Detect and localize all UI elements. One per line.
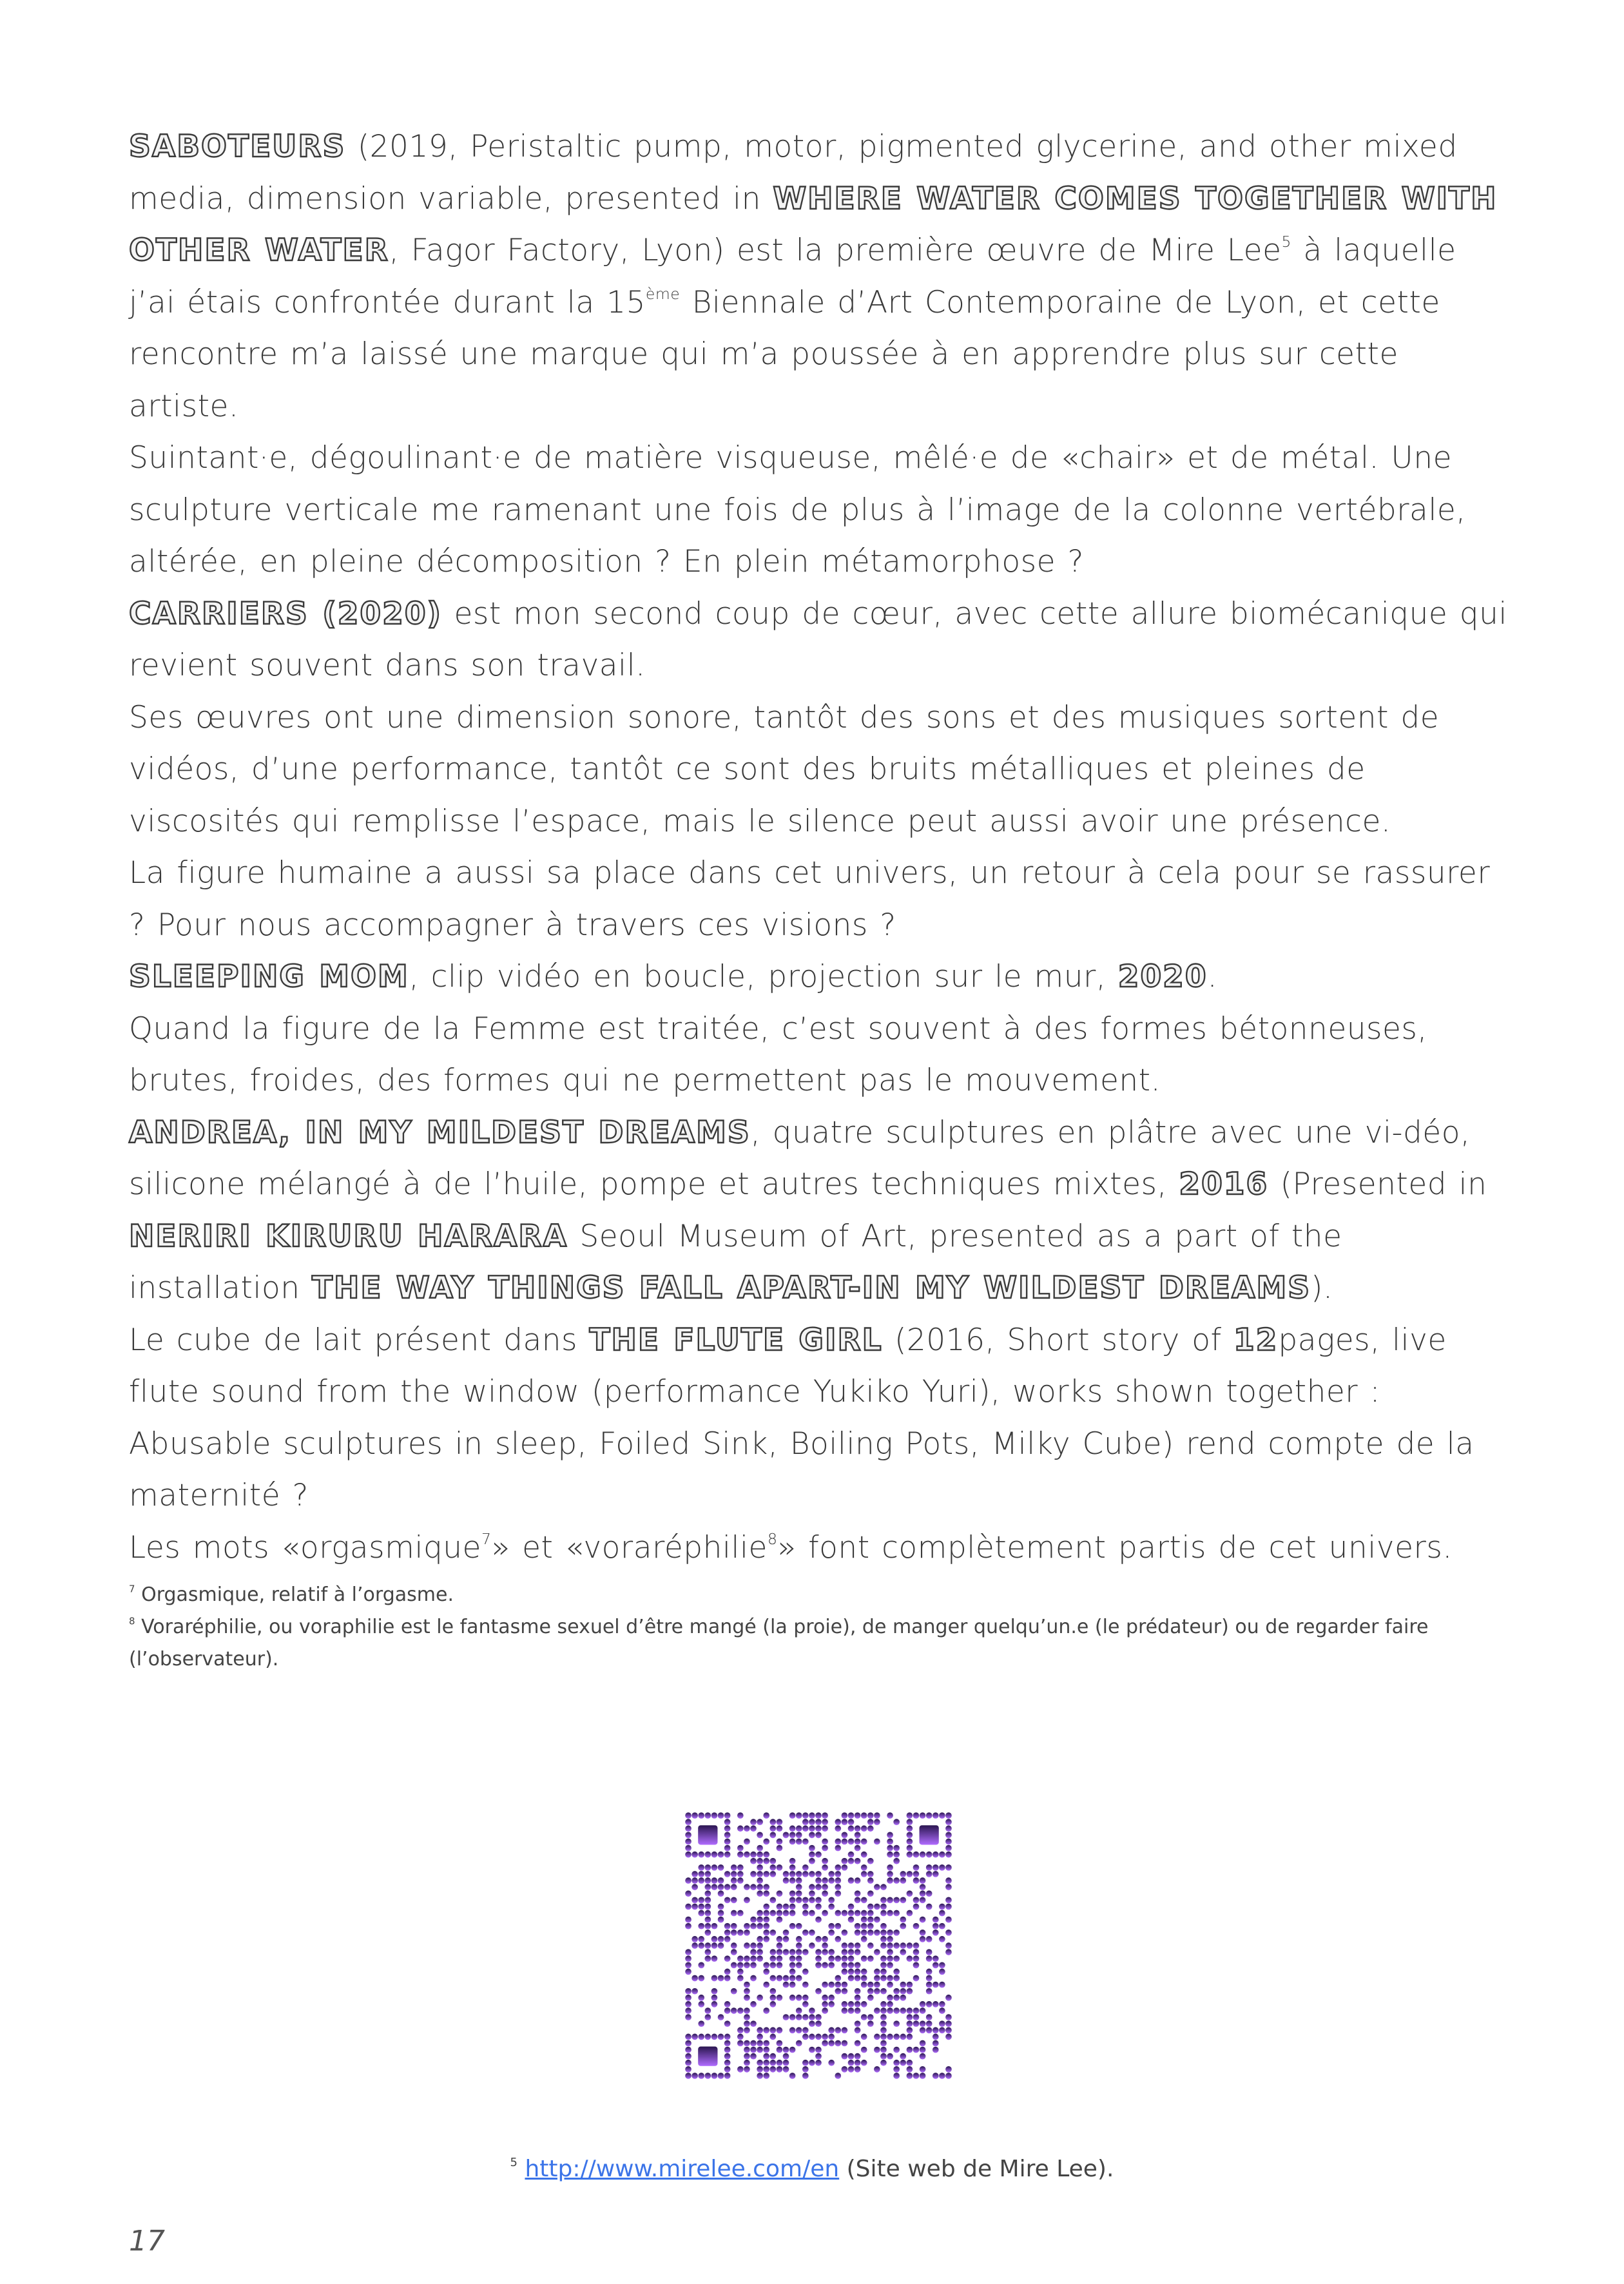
- title-neriri: NERIRI KIRURU HARARA: [129, 1218, 568, 1254]
- footnote-8: [129, 1611, 1513, 1676]
- text: » font complètement partis de cet univers.: [777, 1529, 1453, 1565]
- footnote-text: (Site web de Mire Lee).: [839, 2156, 1114, 2182]
- text: Biennale d’Art Contemporaine de Lyon, et cette rencontre m’a laissé une marque qui m’a poussée à en apprendre plus sur cette artiste.: [129, 284, 1440, 424]
- paragraph-andrea: [129, 1107, 1513, 1315]
- title-where-water: WHERE WATER COMES TOGETHER WITH OTHER WATER: [129, 180, 1498, 268]
- site-footnote: [0, 2156, 1624, 2182]
- footnote-ref-8[interactable]: 8: [767, 1529, 778, 1548]
- text: (2016, Short story of: [882, 1322, 1233, 1358]
- text: Les mots «orgasmique: [129, 1529, 481, 1565]
- text: , clip vidéo en boucle, projection sur le mur,: [409, 959, 1118, 994]
- footnote-text: Voraréphilie, ou voraphilie est le fantasme sexuel d’être mangé (la proie), de manger quelqu’un.e (le prédateur) ou de regarder faire (l’observateur).: [129, 1616, 1429, 1670]
- text: (Presented in: [1268, 1166, 1487, 1202]
- text: Seoul Museum of Art, presented as a part of the installation: [129, 1218, 1342, 1306]
- page-number: 17: [129, 2225, 165, 2258]
- text: à laquelle j’ai étais confrontée durant la 15: [129, 233, 1456, 320]
- paragraph-figure-humaine: La figure humaine a aussi sa place dans cet univers, un retour à cela pour se rassurer ? Pour nous accompagner à travers ces visions ?: [129, 855, 1491, 943]
- footnote-ref-5[interactable]: 5: [1281, 232, 1291, 251]
- footnote-7: [129, 1579, 1513, 1611]
- title-sleeping-mom: SLEEPING MOM: [129, 959, 409, 994]
- paragraph-suintant: Suintant·e, dégoulinant·e de matière visqueuse, mêlé·e de «chair» et de métal. Une sculpture verticale me ramenant une fois de plus à l’image de la colonne vertébrale, altérée, en pleine décomposition ? En plein métamorphose ?: [129, 440, 1466, 579]
- title-andrea: ANDREA, IN MY MILDEST DREAMS: [129, 1114, 751, 1150]
- text: Le cube de lait présent dans: [129, 1322, 590, 1358]
- paragraph-flute-girl: [129, 1315, 1513, 1522]
- footnote-number: 5: [510, 2155, 517, 2169]
- superscript-eme: ème: [645, 284, 681, 303]
- paragraph-carriers: [129, 588, 1513, 692]
- title-flute-girl: THE FLUTE GIRL: [589, 1322, 883, 1358]
- text: » et «voraréphilie: [491, 1529, 768, 1565]
- footnote-ref-7[interactable]: 7: [481, 1529, 492, 1548]
- text: (2019, Peristaltic pump, motor, pigmented glycerine, and other mixed media, dimension variable, presented in: [129, 129, 1458, 217]
- text: ).: [1311, 1270, 1333, 1306]
- website-link[interactable]: http://www.mirelee.com/en: [525, 2156, 840, 2182]
- year-2016: 2016: [1179, 1166, 1269, 1202]
- qr-code[interactable]: [685, 1812, 952, 2079]
- text: .: [1207, 959, 1218, 994]
- paragraph-femme: Quand la figure de la Femme est traitée, c’est souvent à des formes bétonneuses, brutes, froides, des formes qui ne permettent pas le mouvement.: [129, 1011, 1427, 1098]
- paragraph-saboteurs: [129, 121, 1513, 432]
- year-2020: 2020: [1117, 959, 1208, 994]
- title-way-things: THE WAY THINGS FALL APART-IN MY WILDEST DREAMS: [311, 1270, 1311, 1306]
- article-body: [129, 121, 1513, 1574]
- paragraph-sonore: Ses œuvres ont une dimension sonore, tantôt des sons et des musiques sortent de vidéos, d’une performance, tantôt ce sont des bruits métalliques et pleines de viscosités qui remplisse l’espace, mais le silence peut aussi avoir une présence.: [129, 699, 1440, 839]
- text: est mon second coup de cœur, avec cette allure biomécanique qui revient souvent dans son travail.: [129, 595, 1507, 683]
- footnotes: [129, 1579, 1513, 1676]
- footnote-number: 8: [129, 1615, 135, 1627]
- text: pages, live flute sound from the window (performance Yukiko Yuri), works shown together : Abusable sculptures in sleep, Foiled Sink, Boiling Pots, Milky Cube) rend compte de la maternité ?: [129, 1322, 1474, 1513]
- footnote-text: Orgasmique, relatif à l’orgasme.: [135, 1583, 454, 1606]
- paragraph-sleeping-mom: [129, 951, 1513, 1003]
- number-12: 12: [1233, 1322, 1279, 1358]
- title-carriers: CARRIERS (2020): [129, 595, 443, 632]
- paragraph-mots: [129, 1522, 1513, 1574]
- text: , quatre sculptures en plâtre avec une vi-déo, silicone mélangé à de l’huile, pompe et autres techniques mixtes,: [129, 1114, 1471, 1202]
- text: , Fagor Factory, Lyon) est la première œuvre de Mire Lee: [389, 233, 1282, 268]
- footnote-number: 7: [129, 1583, 135, 1595]
- title-saboteurs: SABOTEURS: [129, 129, 346, 164]
